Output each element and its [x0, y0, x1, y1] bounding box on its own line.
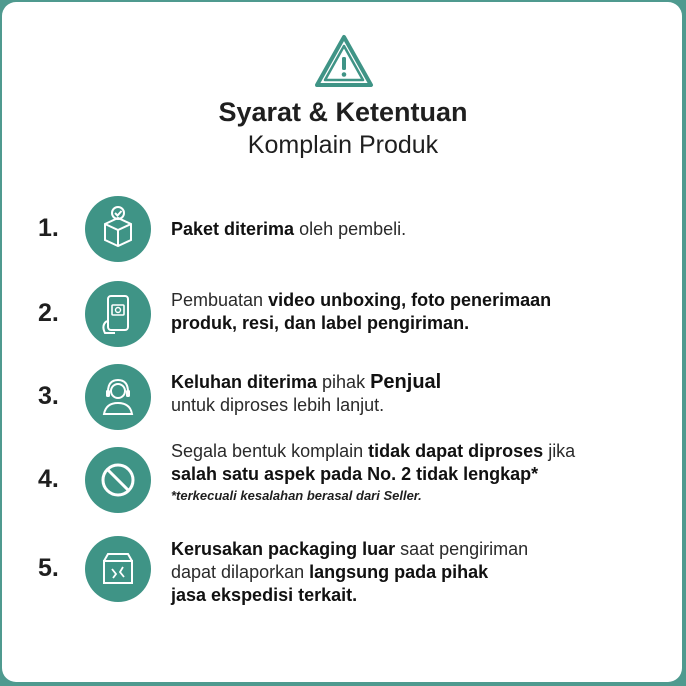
customer-service-icon — [85, 364, 151, 430]
item-icon-circle — [85, 196, 151, 262]
item-icon-circle — [85, 447, 151, 513]
item-text: Pembuatan video unboxing, foto penerimaan produk, resi, dan label pengiriman. — [171, 290, 552, 333]
page-title: Syarat & Ketentuan — [218, 97, 468, 127]
item-text: Paket diterima oleh pembeli. — [171, 219, 407, 239]
page-subtitle: Komplain Produk — [247, 131, 439, 159]
item-number: 5. — [38, 554, 59, 582]
prohibited-icon — [85, 447, 151, 513]
item-number: 3. — [38, 382, 59, 410]
item-icon-circle — [85, 281, 151, 347]
package-check-icon — [85, 196, 151, 262]
item-text: Kerusakan packaging luar saat pengiriman dapat dilaporkan langsung pada pihak jasa ekspedisi terkait. — [171, 539, 529, 605]
item-number: 1. — [38, 214, 59, 242]
item-number: 4. — [38, 465, 59, 493]
item-icon-circle — [85, 364, 151, 430]
item-number: 2. — [38, 299, 59, 327]
item-text: Segala bentuk komplain tidak dapat diproses jika salah satu aspek pada No. 2 tidak lengkap* *terkecuali kesalahan berasal dari Seller. — [171, 440, 651, 506]
footnote: *terkecuali kesalahan berasal dari Seller. — [171, 488, 422, 503]
item-icon-circle — [85, 536, 151, 602]
damaged-box-icon — [85, 536, 151, 602]
phone-camera-icon — [85, 281, 151, 347]
warning-triangle-icon — [313, 33, 375, 89]
item-text: Keluhan diterima pihak Penjual untuk diproses lebih lanjut. — [171, 371, 442, 415]
